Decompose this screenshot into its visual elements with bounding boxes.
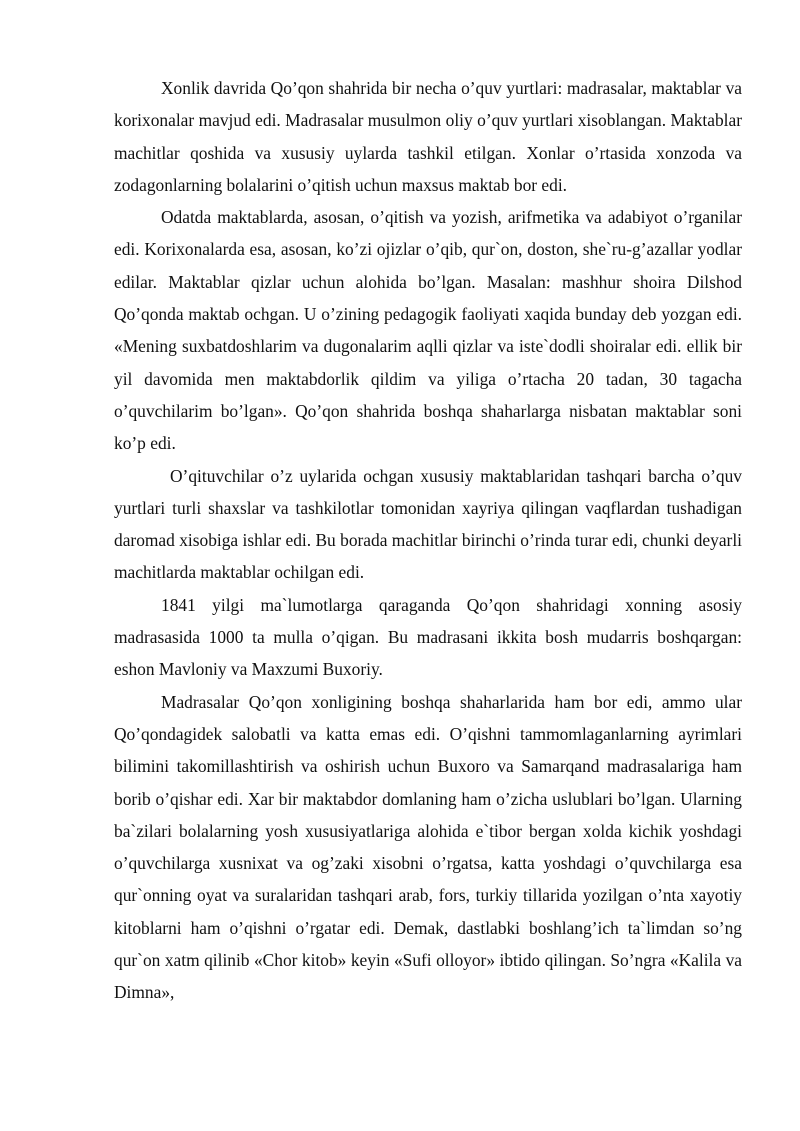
document-page	[114, 72, 742, 1009]
paragraph: O’qituvchilar o’z uylarida ochgan xususiy maktablaridan tashqari barcha o’quv yurtlari turli shaxslar va tashkilotlar tomonidan xayriya qilingan vaqflardan tushadigan daromad xisobiga ishlar edi. Bu borada machitlar birinchi o’rinda turar edi, chunki deyarli machitlarda maktablar ochilgan edi.	[114, 465, 742, 583]
paragraph: Odatda maktablarda, asosan, o’qitish va yozish, arifmetika va adabiyot o’rganilar edi. Korixonalarda esa, asosan, ko’zi ojizlar o’qib, qur`on, doston, she`ru-g’azallar yodlar edilar. Maktablar qizlar uchun alohida bo’lgan. Masalan: mashhur shoira Dilshod Qo’qonda maktab ochgan. U o’zining pedagogik faoliyati xaqida bunday deb yozgan edi. «Mening suxbatdoshlarim va dugonalarim aqlli qizlar va iste`dodli shoiralar edi. ellik bir yil davomida men maktabdorlik qildim va yiliga o’rtacha 20 tadan, 30 tagacha o’quvchilarim bo’lgan». Qo’qon shahrida boshqa shaharlarga nisbatan maktablar soni ko’p edi.	[114, 207, 742, 454]
paragraph: Madrasalar Qo’qon xonligining boshqa shaharlarida ham bor edi, ammo ular Qo’qondagidek salobatli va katta emas edi. O’qishni tammomlaganlarning ayrimlari bilimini takomillashtirish va oshirish uchun Buxoro va Samarqand madrasalariga ham borib o’qishar edi. Xar bir maktabdor domlaning ham o’zicha uslublari bo’lgan. Ularning ba`zilari bolalarning yosh xususiyatlariga alohida e`tibor bergan xolda kichik yoshdagi o’quvchilarga xusnixat va og’zaki xisobni o’rgatsa, katta yoshdagi o’quvchilarga esa qur`onning oyat va suralaridan tashqari arab, fors, turkiy tillarida yozilgan o’nta xayotiy kitoblarni ham o’qishni o’rgatar edi. Demak, dastlabki boshlang’ich ta`limdan so’ng qur`on xatm qilinib «Chor kitob» keyin «Sufi olloyor» ibtido qilingan. So’ngra «Kalila va Dimna»,	[114, 691, 742, 1003]
paragraph: Xonlik davrida Qo’qon shahrida bir necha o’quv yurtlari: madrasalar, maktablar va korixonalar mavjud edi. Madrasalar musulmon oliy o’quv yurtlari xisoblangan. Maktablar machitlar qoshida va xususiy uylarda tashkil etilgan. Xonlar o’rtasida xonzoda va zodagonlarning bolalarini o’qitish uchun maxsus maktab bor edi.	[114, 78, 742, 195]
paragraph: 1841 yilgi ma`lumotlarga qaraganda Qo’qon shahridagi xonning asosiy madrasasida 1000 ta mulla o’qigan. Bu madrasani ikkita bosh mudarris boshqargan: eshon Mavloniy va Maxzumi Buxoriy.	[114, 594, 742, 680]
